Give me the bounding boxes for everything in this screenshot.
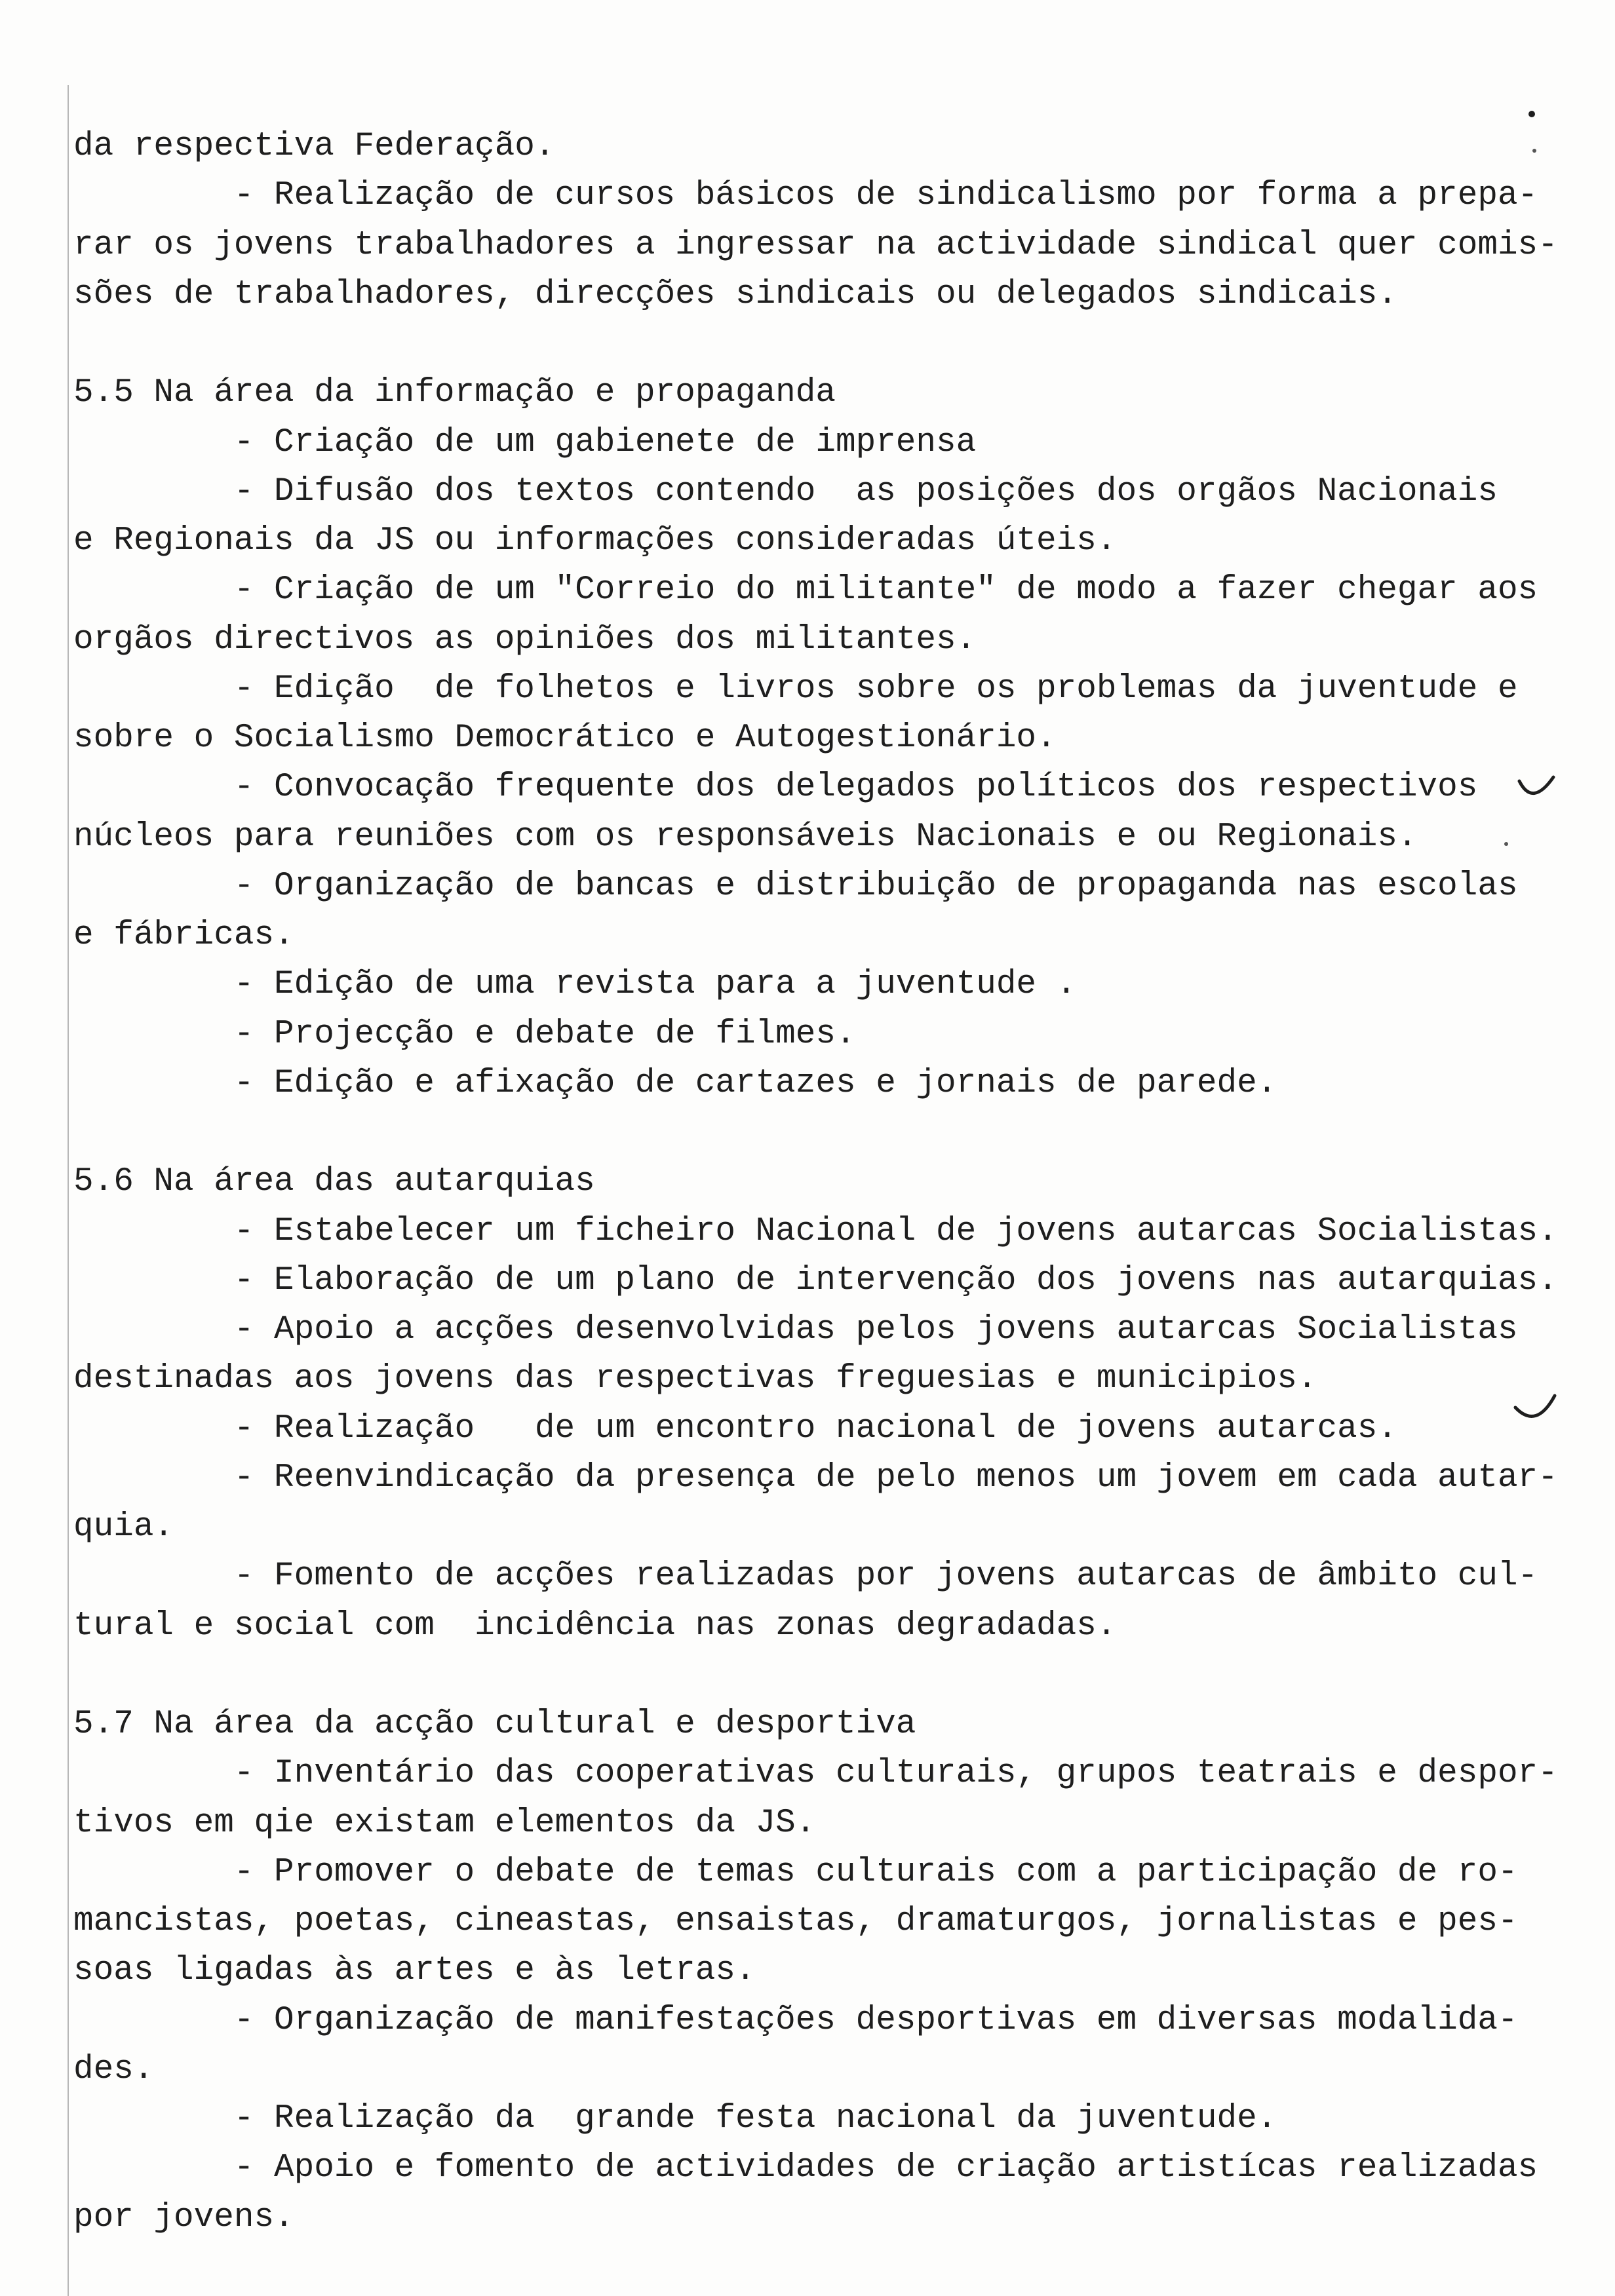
blank-line: [73, 1108, 1581, 1157]
ink-speck: [1528, 111, 1535, 117]
text-line: - Organização de bancas e distribuição de propaganda nas escolas: [233, 867, 1518, 905]
text-line: - Fomento de acções realizadas por jovens autarcas de âmbito cul-: [233, 1558, 1538, 1596]
text-line: - Criação de um "Correio do militante" de modo a fazer chegar aos: [233, 571, 1538, 609]
text-line: mancistas, poetas, cineastas, ensaistas, dramaturgos, jornalistas e pes-: [73, 1903, 1518, 1940]
blank-line: [73, 1651, 1581, 1700]
text-line: - Realização de cursos básicos de sindicalismo por forma a prepa-: [233, 177, 1538, 215]
text-line: soas ligadas às artes e às letras.: [73, 1952, 756, 1990]
text-line: - Inventário das cooperativas culturais, grupos teatrais e despor-: [233, 1755, 1558, 1793]
text-line: - Projecção e debate de filmes.: [233, 1015, 856, 1053]
text-line: por jovens.: [73, 2198, 294, 2236]
text-line: - Promover o debate de temas culturais com a participação de ro-: [233, 1853, 1518, 1891]
text-line: orgãos directivos as opiniões dos militantes.: [73, 621, 977, 659]
section-heading: 5.6 Na área das autarquias: [73, 1163, 595, 1201]
section-heading: 5.7 Na área da acção cultural e desportiva: [73, 1706, 916, 1743]
text-line: quia.: [73, 1508, 174, 1546]
text-line: e Regionais da JS ou informações consideradas úteis.: [73, 522, 1117, 560]
text-line: sões de trabalhadores, direcções sindicais ou delegados sindicais.: [73, 275, 1397, 313]
text-line: - Edição e afixação de cartazes e jornais de parede.: [233, 1064, 1277, 1102]
text-line: - Criação de um gabienete de imprensa: [233, 423, 977, 461]
text-line: - Edição de folhetos e livros sobre os problemas da juventude e: [233, 670, 1518, 708]
text-line: - Realização da grande festa nacional da juventude.: [233, 2100, 1277, 2137]
text-line: núcleos para reuniões com os responsáveis Nacionais e ou Regionais.: [73, 818, 1418, 856]
text-line: da respectiva Federação.: [73, 128, 555, 165]
section-heading: 5.5 Na área da informação e propaganda: [73, 374, 836, 412]
text-line: - Realização de um encontro nacional de jovens autarcas.: [233, 1409, 1397, 1447]
text-line: sobre o Socialismo Democrático e Autogestionário.: [73, 719, 1057, 757]
text-line: - Elaboração de um plano de intervenção dos jovens nas autarquias.: [233, 1261, 1558, 1299]
text-line: tural e social com incidência nas zonas degradadas.: [73, 1607, 1117, 1645]
text-line: - Organização de manifestações desportivas em diversas modalida-: [233, 2001, 1518, 2039]
blank-line: [73, 319, 1581, 368]
text-line: e fábricas.: [73, 917, 294, 954]
text-line: - Difusão dos textos contendo as posições dos orgãos Nacionais: [233, 472, 1498, 510]
text-line: - Edição de uma revista para a juventude .: [233, 966, 1077, 1004]
text-line: - Apoio e fomento de actividades de criação artistícas realizadas: [233, 2149, 1538, 2187]
text-line: des.: [73, 2050, 154, 2088]
text-line: destinadas aos jovens das respectivas freguesias e municipios.: [73, 1360, 1317, 1398]
text-line: rar os jovens trabalhadores a ingressar na actividade sindical quer comis-: [73, 226, 1558, 264]
text-line: - Estabelecer um ficheiro Nacional de jovens autarcas Socialistas.: [233, 1212, 1558, 1250]
text-line: - Reenvindicação da presença de pelo menos um jovem em cada autar-: [233, 1459, 1558, 1497]
text-line: tivos em qie existam elementos da JS.: [73, 1804, 816, 1842]
text-line: - Convocação frequente dos delegados políticos dos respectivos: [233, 769, 1478, 807]
document-body: [73, 122, 1581, 2242]
text-line: - Apoio a acções desenvolvidas pelos jovens autarcas Socialistas: [233, 1311, 1518, 1349]
